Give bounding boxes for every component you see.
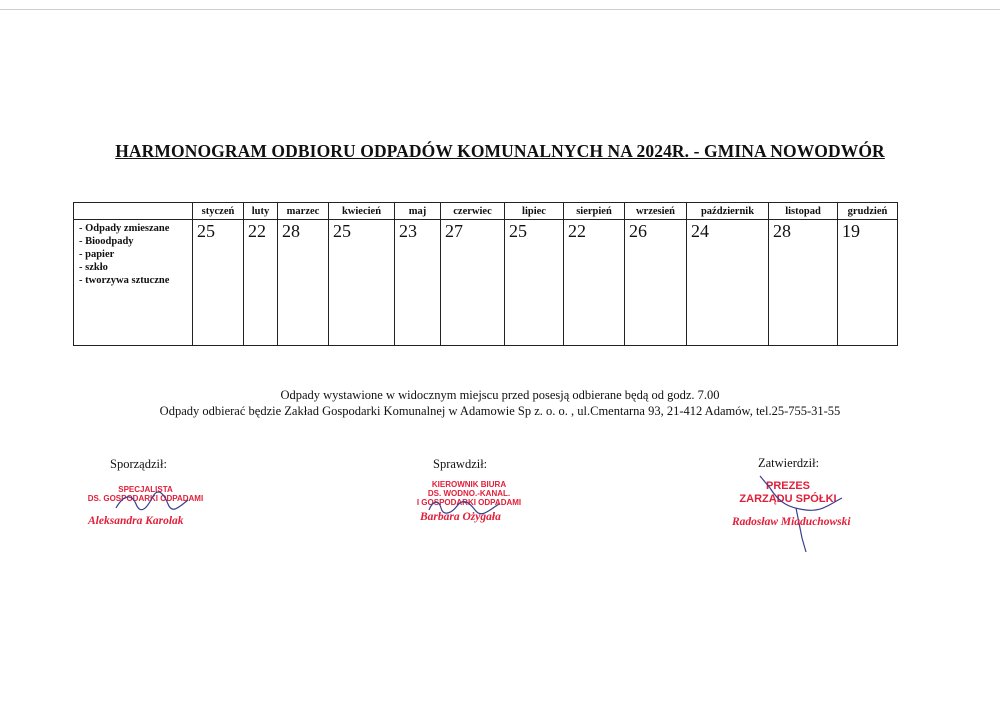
waste-categories-cell [74,220,193,346]
schedule-table [73,202,898,346]
approved-by-name: Radosław Miaduchowski [732,516,851,528]
approved-by-label: Zatwierdził: [758,456,820,470]
collection-day: 28 [278,220,329,346]
collection-days-row [74,220,898,346]
month-header-row [74,203,898,220]
collection-day: 24 [687,220,769,346]
waste-category: - Bioodpady [79,236,134,247]
collection-day: 22 [564,220,625,346]
collection-day: 19 [838,220,898,346]
month-header: październik [687,203,769,220]
month-header: wrzesień [625,203,687,220]
header-corner [74,203,193,220]
approved-by-signature [750,468,850,558]
collection-day: 25 [329,220,395,346]
stamp-line: DS. GOSPODARKI ODPADAMI [87,494,204,503]
waste-category: - Odpady zmieszane [79,223,170,234]
month-header: maj [395,203,441,220]
month-header: grudzień [838,203,898,220]
stamp-line: DS. WODNO.-KANAL. [427,489,511,498]
stamp-line: I GOSPODARKI ODPADAMI [416,498,522,507]
month-header: czerwiec [441,203,505,220]
month-header: listopad [769,203,838,220]
document-title: HARMONOGRAM ODBIORU ODPADÓW KOMUNALNYCH NA 2024R. - GMINA NOWODWÓR [115,141,885,161]
collection-time-note: Odpady wystawione w widocznym miejscu przed posesją odbierane będą od godz. 7.00 [280,388,720,402]
month-header: kwiecień [329,203,395,220]
month-header: lipiec [505,203,564,220]
month-header: luty [244,203,278,220]
stamp-line: KIEROWNIK BIURA [431,480,507,489]
stamp-line: SPECJALISTA [118,485,173,494]
checked-by-name: Barbara Ożygała [420,511,501,523]
stamp-line: ZARZĄDU SPÓŁKI [739,493,837,505]
waste-category: - szkło [79,262,108,273]
stamp-line: PREZES [765,480,810,492]
month-header: styczeń [193,203,244,220]
month-header: marzec [278,203,329,220]
collection-day: 25 [505,220,564,346]
collection-day: 22 [244,220,278,346]
collection-day: 27 [441,220,505,346]
waste-category: - papier [79,249,115,260]
page-top-edge [0,9,1000,10]
prepared-by-signature [112,490,192,514]
collection-day: 25 [193,220,244,346]
operator-note: Odpady odbierać będzie Zakład Gospodarki Komunalnej w Adamowie Sp z. o. o. , ul.Cmentarna 93, 21-412 Adamów, tel.25-755-31-55 [159,404,841,418]
collection-day: 28 [769,220,838,346]
waste-category: - tworzywa sztuczne [79,275,170,286]
checked-by-label: Sprawdził: [433,457,488,471]
collection-day: 23 [395,220,441,346]
collection-day: 26 [625,220,687,346]
prepared-by-name: Aleksandra Karolak [88,515,184,527]
month-header: sierpień [564,203,625,220]
prepared-by-label: Sporządził: [110,457,167,471]
